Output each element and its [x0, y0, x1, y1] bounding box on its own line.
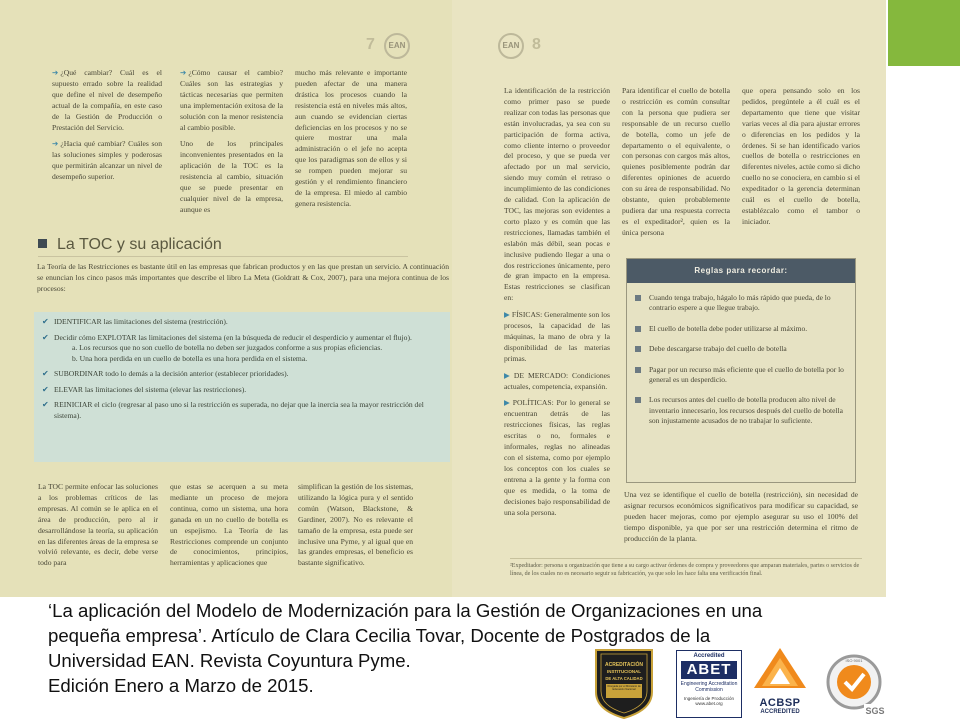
check-icon: ✔ [42, 400, 49, 409]
left-page [0, 0, 452, 597]
rule-item: Debe descargarse trabajo del cuello de botella [627, 344, 855, 354]
shield-line: Otorgada por el Ministerio de Educación Nacional [607, 685, 641, 691]
toc-step: ✔ ELEVAR las limitaciones del sistema (elevar las restricciones). [42, 384, 247, 394]
paragraph: ¿Qué cambiar? Cuál es el supuesto errado sobre la realidad que define el nivel de desempeño actual de la compañía, en este caso de la Gestión de Producción o Prestación del Servicio. [52, 68, 162, 132]
bottom-col3: simplifican la gestión de los sistemas, utilizando la lógica pura y el sentido común (Watson, Blackstone, & Gardiner, 2007). No es relevante el tamaño de la empresa, esta puede ser inclusive una Pyme, y al igual que en las grandes empresas, el beneficio es bastante significativo. [298, 482, 413, 568]
toc-step: ✔ REINICIAR el ciclo (regresar al paso uno si la restricción es superada, no dejar que la inercia sea la mayor restricción del sistema). [42, 400, 424, 420]
bottom-col2: que estas se acerquen a su meta mediante un proceso de mejora continua, como un sistema, una hora ganada en un no cuello de botella es un espejismo. La Teoría de las Restricciones comprende un conjunto de conocimientos, principios, herramientas y aplicaciones que [170, 482, 288, 568]
sgs-iso-logo [824, 650, 890, 720]
green-accent-block [888, 0, 960, 66]
closing-paragraph: Una vez se identifique el cuello de botella (restricción), sin necesidad de asignar recursos económicos significativos para modificar su capacidad, se pueden hacer mejoras, como por ejemplo asegurar su uso el 100% del tiempo disponible, ya que por ser una restricción determina el ritmo de producción de la planta. [624, 490, 858, 543]
square-bullet-icon [635, 295, 641, 301]
check-icon: ✔ [42, 369, 49, 378]
intro-paragraph: La Teoría de las Restricciones es bastante útil en las empresas que fabrican productos y en las que prestan un servicio. A continuación se enuncian los cinco pasos más importantes que describe el libro La Meta (Goldratt & Cox, 2007), para una mejora continua de los procesos: [37, 262, 449, 293]
square-bullet-icon [635, 346, 641, 352]
toc-substep: b. Una hora perdida en un cuello de botella es una hora perdida en el sistema. [72, 353, 308, 363]
check-icon: ✔ [42, 332, 49, 342]
side-margin [886, 0, 960, 597]
caption-line: ‘La aplicación del Modelo de Modernización para la Gestión de Organizaciones en una [48, 600, 763, 621]
toc-step: ✔ IDENTIFICAR las limitaciones del sistema (restricción). [42, 317, 228, 326]
rule-item: Cuando tenga trabajo, hágalo lo más rápido que pueda, de lo contrario espere a que llegue trabajo. [627, 293, 855, 314]
toc-steps-box [34, 312, 450, 462]
toc-substep: a. Los recursos que no son cuello de botella no deben ser juzgados conforme a sus propias eficiencias. [72, 343, 383, 352]
left-col2: ➔ ¿Cómo causar el cambio? Cuáles son las estrategias y tácticas necesarias que permiten una implementación exitosa de la solución con la menor resistencia al cambio posible. Uno de los principales inconvenientes presentados en la aplicación de la TOC es la resistencia al cambio, situación que se puede presentar en cualquier nivel de la empresa, aunque es [180, 68, 283, 214]
shield-line: ACREDITACIÓN [605, 662, 643, 668]
paragraph: ¿Hacia qué cambiar? Cuáles son las soluciones simples y poderosas que permitirán alcanzar un nivel de desempeño superior. [52, 139, 162, 182]
ean-logo-icon: EAN [498, 33, 524, 59]
square-bullet-icon [635, 397, 641, 403]
shield-line: INSTITUCIONAL [607, 669, 641, 674]
paragraph: mucho más relevante e importante pueden afectar de una manera drástica los procesos cuando la resistencia está en niveles más altos, aun cuando se evidencian ciertas deficiencias en los procesos y no se quiere mostrar una mala administración o el jefe no acepta que los paradigmas son de ellos y si se rompen pueden mejorar su gestión y el rendimiento financiero de la empresa. El miedo al cambio genera resistencia. [295, 68, 407, 208]
sgs-name: SGS [865, 706, 885, 716]
rule-item: Pagar por un recurso más eficiente que el cuello de botella por lo general es un desperdicio. [627, 365, 855, 386]
rule-item: El cuello de botella debe poder utilizarse al máximo. [627, 324, 855, 334]
right-col3: que opera pensando solo en los pedidos, pregúntele a él cuál es el departamento que tiene que visitar varias veces al día para ajustar errores o diferencias en los pedidos y la órdenes. Si se han identificado varios cuellos de botella o restricciones en diferentes niveles, actúe como si dicho cuello no se conociera, en cambio si el expeditador o la gerencia determinan cuál es el cuello de botella, establézcalo como el tambor o iniciador. [742, 86, 860, 226]
left-col3 [295, 68, 407, 216]
accreditation-logos [0, 640, 960, 720]
bottom-col1: La TOC permite enfocar las soluciones a los problemas críticos de las empresas. Al común se le aplica en el área de producción, pero al ir desarrollándose la teoría, su aplicación en las diferentes áreas de la empresa se volvió relevante, es decir, debe verse todo para [38, 482, 158, 568]
abet-logo: Accredited ABET Engineering Accreditation Commission Ingeniería de Producción www.abet.org [676, 650, 742, 718]
caption-line: Universidad EAN. Revista Coyuntura Pyme. [48, 650, 411, 671]
rules-title: Reglas para recordar: [627, 259, 855, 283]
caption-line: Edición Enero a Marzo de 2015. [48, 675, 314, 696]
footnote: ²Expeditador: persona u organización que tiene a su cargo activar órdenes de compra y proveedores que amparan materiales, partes o servicios de línea, de los cuales no es necesario seguir su fabricación, ya que solo les hace falta una verificación final. [510, 558, 862, 578]
square-bullet-icon [635, 367, 641, 373]
square-bullet-icon [38, 239, 47, 248]
page-number: 8 [532, 36, 541, 53]
toc-step: ✔ Decidir cómo EXPLOTAR las limitaciones del sistema (en la búsqueda de reducir el desperdicio y aumentar el flujo). a. Los recursos que no son cuello de botella no deben ser juzgados conforme a sus propias eficiencias. b. Una hora perdida en un cuello de botella es una hora perdida en el sistema. [42, 333, 442, 365]
left-col1: ➔ ¿Qué cambiar? Cuál es el supuesto errado sobre la realidad que define el nivel de desempeño actual de la compañía, en este caso de la Gestión de Producción o Prestación del Servicio. ➔ ¿Hacia qué cambiar? Cuáles son las soluciones simples y poderosas que permitirán alcanzar un nivel de desempeño superior. [52, 68, 162, 182]
right-page [452, 0, 886, 597]
sgs-ring-text: ISO 9001 [845, 658, 863, 663]
rule-item: Los recursos antes del cuello de botella producen alto nivel de inventario innecesario, los recursos después del cuello de botella son injustamente acusados de no trabajar lo suficiente. [627, 395, 855, 426]
constraint-item: DE MERCADO: Condiciones actuales, competencia, expansión. [504, 370, 610, 391]
acbsp-triangle-icon [752, 646, 808, 690]
institutional-accreditation-logo [592, 648, 656, 720]
rules-box [626, 258, 856, 483]
section-title: La TOC y su aplicación [38, 236, 408, 257]
right-col2: Para identificar el cuello de botella o restricción es común consultar con la persona que pudiera ser responsable de un recurso cuello de botella, como un jefe de departamento o el equivalente, o con personas con cargos más altos, quienes posiblemente podrán dar diferentes opiniones de acuerdo con su área de responsabilidad. No obstante, quien probablemente pudiera dar una respuesta correcta es el expeditador², quien es la única persona [622, 86, 730, 237]
page-number: 7 [366, 36, 375, 53]
caption-line: pequeña empresa’. Artículo de Clara Cecilia Tovar, Docente de Postgrados de la [48, 625, 711, 646]
check-icon: ✔ [42, 317, 49, 326]
toc-step: ✔ SUBORDINAR todo lo demás a la decisión anterior (establecer prioridades). [42, 369, 289, 378]
paragraph: La identificación de la restricción como primer paso se puede realizar con todas las personas que están involucradas, ya sea con su participación de forma activa, como cliente interno o proveedor del proceso, y que se pueda ver afectado por un mal servicio, siendo muy común el retraso o incumplimiento de las condiciones de calidad. Con la aplicación de TOC, las mejoras son evidentes a corto plazo y es común que las restricciones, llamadas también el eslabón más débil, sean pocas e inclusive pudiendo llegar a una o dos restricciones únicamente, pero de gran impacto en la empresa. Estas restricciones se clasifican en: [504, 86, 610, 303]
constraint-item: FÍSICAS: Generalmente son los procesos, la capacidad de las máquinas, la mano de obra y la disponibilidad de las materias primas. [504, 310, 611, 363]
constraint-item: POLÍTICAS: Por lo general se encuentran detrás de las restricciones físicas, las reglas escritas o no, formales e informales, reglas no alineadas con el sistema, como por ejemplo los conceptos con los cuales se entrena a la gente y la forma con que es medida, o la toma de decisiones bajo responsabilidad de una sola persona. [504, 398, 610, 517]
shield-line: DE ALTA CALIDAD [605, 676, 643, 681]
check-icon: ✔ [42, 384, 49, 394]
paragraph: Uno de los principales inconvenientes presentados en la aplicación de la TOC es la resistencia al cambio, situación que se puede presentar en cualquier nivel de la empresa, aunque es [180, 139, 283, 214]
ean-logo-icon: EAN [384, 33, 410, 59]
right-col1: La identificación de la restricción como primer paso se puede realizar con todas las personas que están involucradas, ya sea con su participación de forma activa, como cliente interno o proveedor del proceso, y que se pueda ver afectado por un mal servicio, siendo muy común el retraso o incumplimiento de las condiciones de calidad. Con la aplicación de TOC, las mejoras son evidentes a corto plazo y es común que las restricciones, llamadas también el eslabón más débil, sean pocas e inclusive pudiendo llegar a una o dos restricciones únicamente, pero de gran impacto en la empresa. Estas restricciones se clasifican en: ▶ FÍSICAS: Generalmente son los procesos, la capacidad de las máquinas, la mano de obra y la disponibilidad de las materias primas. ▶ DE MERCADO: Condiciones actuales, competencia, expansión. ▶ POLÍTICAS: Por lo general se encuentran detrás de las restricciones físicas, las reglas escritas o no, formales e informales, reglas no alineadas con el sistema, como por ejemplo los conceptos con los cuales se entrena a la gente y la forma con que es medida, o la toma de decisiones bajo responsabilidad de una sola persona. [504, 86, 611, 517]
square-bullet-icon [635, 326, 641, 332]
paragraph: ¿Cómo causar el cambio? Cuáles son las estrategias y tácticas necesarias que permiten una implementación exitosa de la solución con la menor resistencia al cambio posible. [180, 68, 283, 132]
acbsp-logo: ACBSP ACCREDITED [752, 646, 808, 720]
